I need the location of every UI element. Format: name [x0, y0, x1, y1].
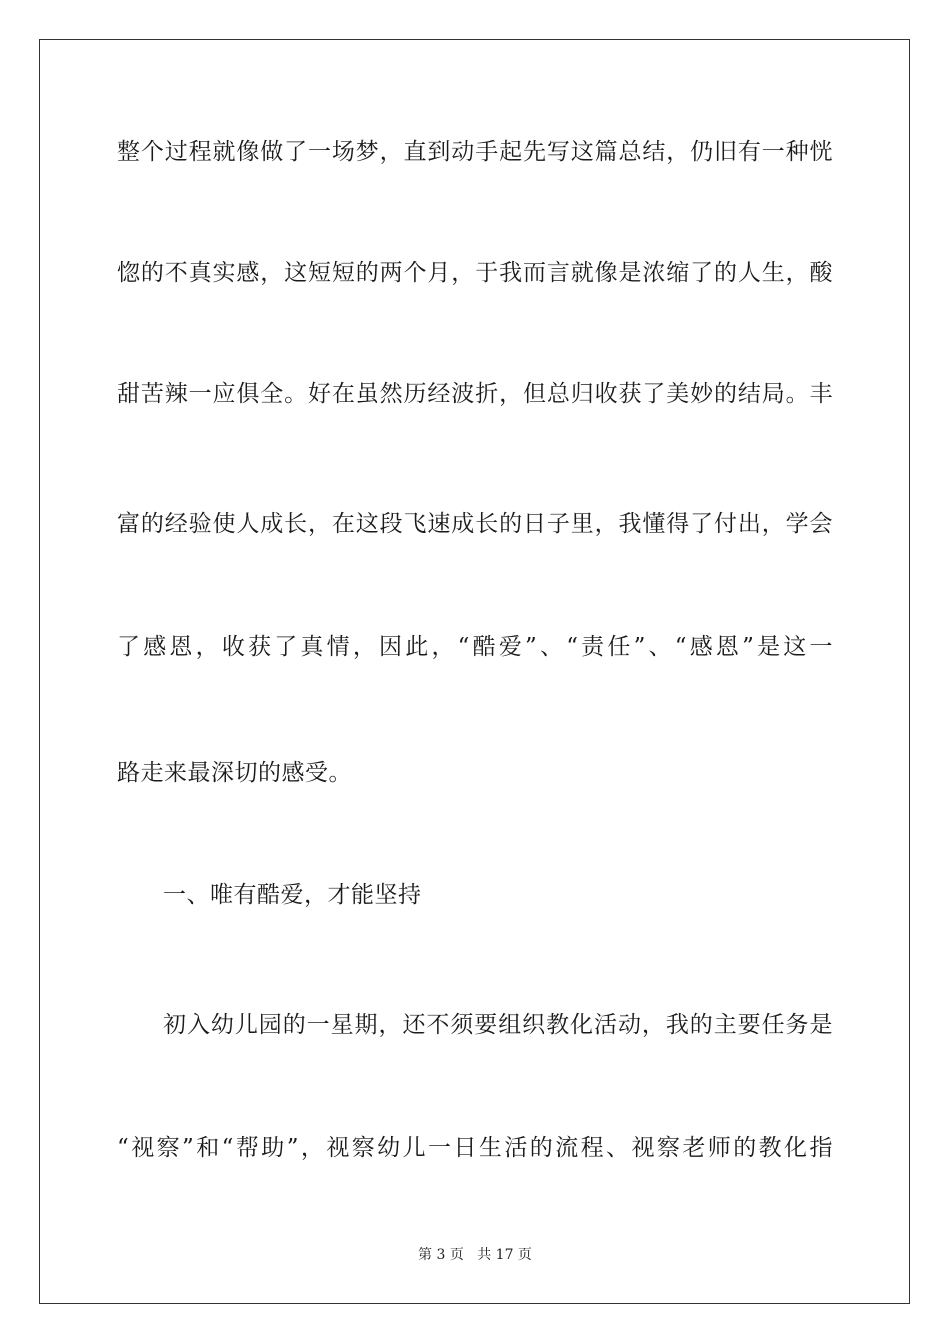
body-text-line: 整个过程就像做了一场梦，直到动手起先写这篇总结，仍旧有一种恍 — [117, 139, 833, 165]
section-heading: 一、唯有酷爱，才能坚持 — [163, 882, 422, 908]
page-total: 共 17 页 — [477, 1247, 532, 1263]
body-text-line: 路走来最深切的感受。 — [117, 760, 352, 786]
page-border — [39, 39, 910, 1304]
body-text-line: 惚的不真实感，这短短的两个月，于我而言就像是浓缩了的人生，酸 — [117, 260, 833, 286]
body-text-line: 甜苦辣一应俱全。好在虽然历经波折，但总归收获了美妙的结局。丰 — [117, 381, 833, 407]
page-number: 第 3 页 — [418, 1247, 464, 1263]
page-footer — [0, 1246, 950, 1264]
body-text-line: “视察”和“帮助”，视察幼儿一日生活的流程、视察老师的教化指 — [117, 1135, 833, 1161]
body-text-line: 了感恩，收获了真情，因此，“酷爱”、“责任”、“感恩”是这一 — [117, 634, 833, 660]
body-text-line: 富的经验使人成长，在这段飞速成长的日子里，我懂得了付出，学会 — [117, 511, 833, 537]
body-text-line: 初入幼儿园的一星期，还不须要组织教化活动，我的主要任务是 — [163, 1012, 833, 1038]
